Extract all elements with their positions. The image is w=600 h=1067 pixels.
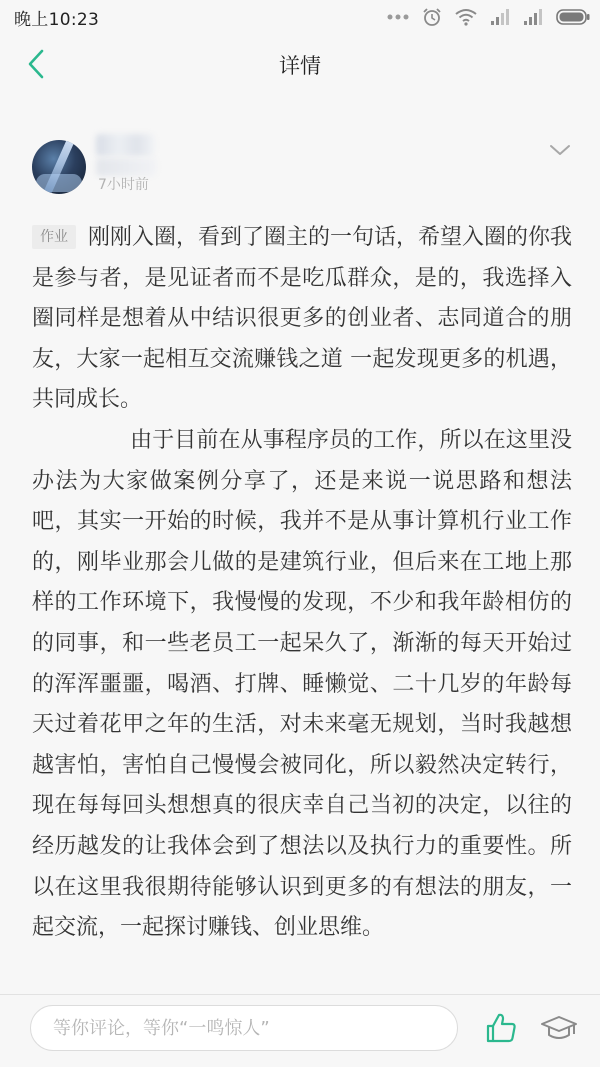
status-bar: [0, 0, 600, 34]
nav-bar: [0, 34, 600, 98]
post-header: [0, 98, 600, 208]
avatar[interactable]: [32, 140, 86, 194]
graduation-cap-button[interactable]: [540, 1013, 578, 1045]
chevron-left-icon: [27, 49, 45, 83]
wifi-icon: [455, 8, 477, 26]
status-icons: [387, 6, 590, 28]
status-time: 晚上10:23: [14, 10, 100, 30]
post-paragraph: [32, 218, 572, 421]
signal-icon: [490, 8, 510, 26]
graduation-cap-icon: [540, 1030, 578, 1049]
comment-input[interactable]: [30, 1005, 458, 1051]
more-options-button[interactable]: [548, 140, 572, 160]
chevron-down-icon: [548, 145, 572, 164]
post-time: 7小时前: [98, 177, 149, 193]
like-button[interactable]: [484, 1011, 518, 1045]
battery-icon: [556, 9, 590, 25]
tag-badge[interactable]: 作业: [32, 225, 76, 249]
more-dots-icon: [387, 13, 409, 21]
post-content: [32, 218, 572, 949]
comment-bar: [0, 994, 600, 1067]
post-paragraph-text: 由于目前在从事程序员的工作，所以在这里没办法为大家做案例分享了，还是来说一说思路和想法吧，其实一开始的时候，我并不是从事计算机行业工作的，刚毕业那会儿做的是建筑行业，但后来在工地上那样的工作环境下，我慢慢的发现，不少和我年龄相仿的的同事，和一些老员工一起呆久了，渐渐的每天开始过的浑浑噩噩，喝酒、打牌、睡懒觉、二十几岁的年龄每天过着花甲之年的生活，对未来毫无规划，当时我越想越害怕，害怕自己慢慢会被同化，所以毅然决定转行，现在每每回头想想真的很庆幸自己当初的决定，以往的经历越发的让我体会到了想法以及执行力的重要性。所以在这里我很期待能够认识到更多的有想法的朋友，一起交流，一起探讨赚钱、创业思维。: [32, 427, 572, 941]
post-paragraph: [32, 421, 572, 949]
username-blurred[interactable]: [96, 134, 154, 156]
post-paragraph-text: 刚刚入圈，看到了圈主的一句话，希望入圈的你我是参与者，是见证者而不是吃瓜群众，是的，我选择入圈同样是想着从中结识很更多的创业者、志同道合的朋友，大家一起相互交流赚钱之道 一起发现更多的机遇，共同成长。: [32, 225, 573, 413]
thumbs-up-icon: [484, 1030, 518, 1049]
signal-icon: [523, 8, 543, 26]
avatar-cloud-shape: [36, 174, 82, 192]
page-title: 详情: [279, 54, 321, 78]
back-button[interactable]: [18, 48, 54, 84]
alarm-icon: [422, 7, 442, 27]
